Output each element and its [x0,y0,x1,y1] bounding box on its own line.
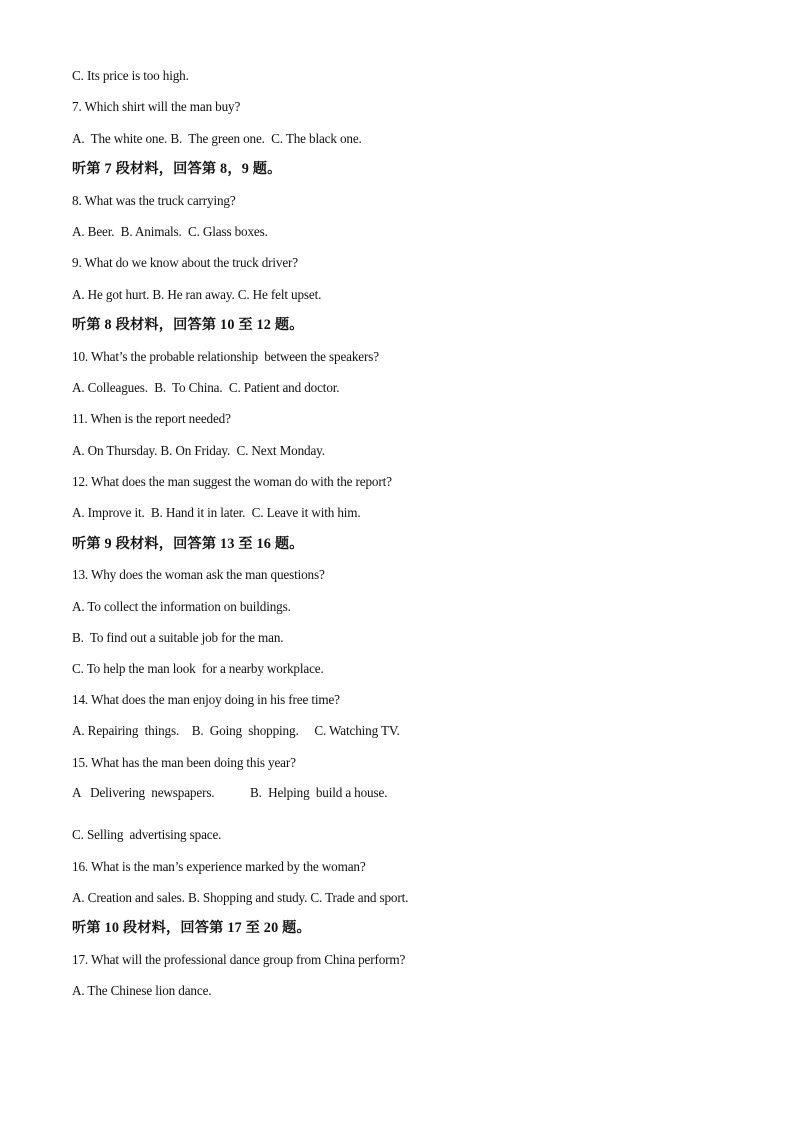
option-line: B. To find out a suitable job for the man. [72,630,284,645]
section-heading: 听第 7 段材料，回答第 8，9 题。 [72,161,282,177]
question-line: 17. What will the professional dance group from China perform? [72,952,406,967]
question-line: 13. Why does the woman ask the man questions? [72,567,325,582]
option-line: C. Its price is too high. [72,68,189,83]
question-line: 16. What is the man’s experience marked by the woman? [72,859,366,874]
question-line: 10. What’s the probable relationship between the speakers? [72,349,379,364]
section-heading: 听第 10 段材料，回答第 17 至 20 题。 [72,920,311,936]
option-line: A. The Chinese lion dance. [72,983,212,998]
option-line: A Delivering newspapers. [72,785,215,800]
option-line: A. Beer. B. Animals. C. Glass boxes. [72,224,268,239]
option-line: A. Improve it. B. Hand it in later. C. Leave it with him. [72,505,361,520]
question-line: 9. What do we know about the truck driver? [72,255,299,270]
option-line: C. To help the man look for a nearby workplace. [72,661,324,676]
question-line: 11. When is the report needed? [72,411,231,426]
option-line: A. Colleagues. B. To China. C. Patient and doctor. [72,380,340,395]
section-heading: 听第 8 段材料，回答第 10 至 12 题。 [72,317,304,333]
question-line: 14. What does the man enjoy doing in his free time? [72,692,340,707]
question-line: 15. What has the man been doing this year? [72,755,296,770]
question-line: 8. What was the truck carrying? [72,193,236,208]
option-line: A. To collect the information on buildings. [72,599,291,614]
question-line: 7. Which shirt will the man buy? [72,99,241,114]
option-line: B. Helping build a house. [250,785,388,800]
section-heading: 听第 9 段材料，回答第 13 至 16 题。 [72,536,304,552]
option-line: A. On Thursday. B. On Friday. C. Next Monday. [72,443,325,458]
option-line: A. Repairing things. B. Going shopping. C. Watching TV. [72,723,400,738]
option-line: A. The white one. B. The green one. C. The black one. [72,131,362,146]
option-line: A. Creation and sales. B. Shopping and study. C. Trade and sport. [72,890,409,905]
option-line: C. Selling advertising space. [72,827,222,842]
question-line: 12. What does the man suggest the woman do with the report? [72,474,392,489]
option-line: A. He got hurt. B. He ran away. C. He felt upset. [72,287,322,302]
